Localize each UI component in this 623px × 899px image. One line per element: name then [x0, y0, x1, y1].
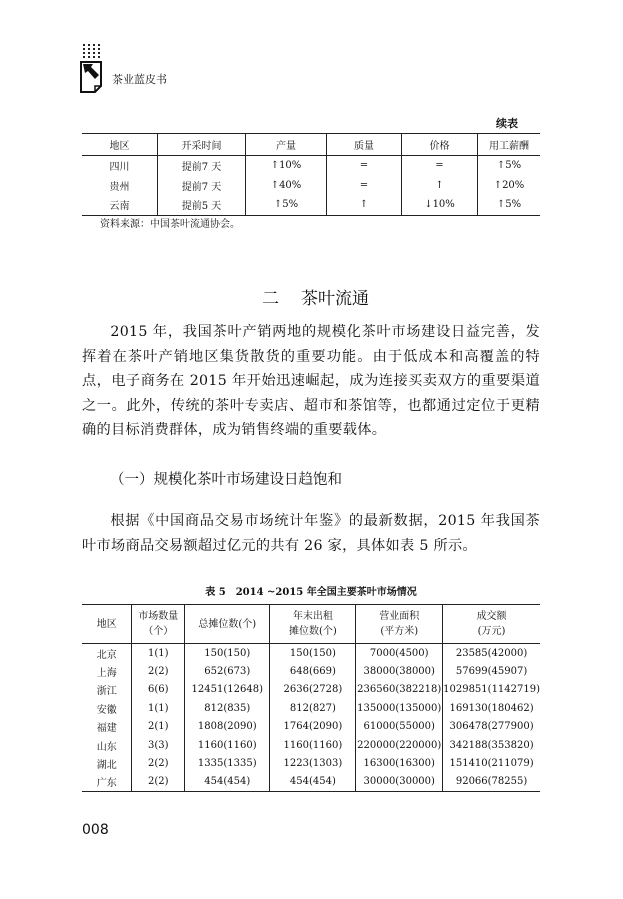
table-cell: 342188(353820)	[443, 736, 540, 754]
table-row	[82, 176, 540, 196]
table-row	[82, 736, 540, 754]
table-cell: 2(2)	[132, 754, 185, 772]
table-cell: 提前7 天	[158, 176, 246, 196]
table-cell: 6(6)	[132, 681, 185, 699]
column-header	[356, 605, 443, 644]
table-cell: 浙江	[96, 686, 117, 698]
section-title: 茶叶流通	[301, 289, 369, 309]
table-cell: 150(150)	[270, 644, 356, 663]
column-header-line: 成交额	[476, 611, 507, 622]
table-cell: ↑5%	[246, 195, 327, 215]
table-row	[82, 699, 540, 717]
table-cell: 云南	[109, 201, 130, 213]
table-cell: 151410(211079)	[443, 754, 540, 772]
table-cell: 61000(55000)	[356, 718, 443, 736]
table-cell: 23585(42000)	[443, 644, 540, 663]
series-title: 茶业蓝皮书	[112, 73, 167, 86]
continued-label: 续表	[496, 117, 518, 130]
column-header: 开采时间	[158, 134, 246, 156]
table-cell: =	[327, 156, 402, 176]
table-cell: 2(2)	[132, 773, 185, 792]
table-row	[82, 681, 540, 699]
table-cell: 湖北	[96, 760, 117, 772]
table-cell: ↓10%	[402, 195, 478, 215]
table-cell: 3(3)	[132, 736, 185, 754]
column-header: 质量	[327, 134, 402, 156]
column-header-line: 地区	[96, 618, 117, 630]
table-cell: 454(454)	[270, 773, 356, 792]
table-cell: 1764(2090)	[270, 718, 356, 736]
column-header-line: 营业面积	[379, 611, 420, 622]
table-cell: 北京	[96, 649, 117, 661]
table-row	[82, 773, 540, 792]
table-cell: 812(827)	[270, 699, 356, 717]
table-row	[82, 644, 540, 663]
table-cell: ↑5%	[478, 156, 541, 176]
source-note: 资料来源：中国茶叶流通协会。	[100, 219, 240, 230]
table-cell: 16300(16300)	[356, 754, 443, 772]
production-table	[82, 133, 540, 216]
column-header: 产量	[246, 134, 327, 156]
table-cell: 上海	[96, 668, 117, 680]
table-cell: 1160(1160)	[270, 736, 356, 754]
table-cell: 1335(1335)	[185, 754, 270, 772]
column-header-unit: 摊位数(个)	[288, 626, 337, 637]
section-heading	[262, 284, 391, 309]
column-header	[132, 605, 185, 644]
table-cell: 1223(1303)	[270, 754, 356, 772]
table-caption: 表 5 2014 ~2015 年全国主要茶叶市场情况	[205, 587, 417, 598]
column-header: 用工薪酬	[478, 134, 541, 156]
table-cell: 169130(180462)	[443, 699, 540, 717]
table-cell: 2(1)	[132, 718, 185, 736]
table-cell: 1(1)	[132, 699, 185, 717]
table-cell: ↑20%	[478, 176, 541, 196]
column-header	[443, 605, 540, 644]
table-cell: 57699(45907)	[443, 662, 540, 680]
table-cell: 812(835)	[185, 699, 270, 717]
table-cell: 135000(135000)	[356, 699, 443, 717]
column-header-line: 总摊位数(个)	[198, 618, 257, 630]
table-cell: 山东	[96, 741, 117, 753]
table-cell: 150(150)	[185, 644, 270, 663]
table-cell: 2(2)	[132, 662, 185, 680]
column-header	[270, 605, 356, 644]
table-cell: 30000(30000)	[356, 773, 443, 792]
table-cell: 7000(4500)	[356, 644, 443, 663]
table-header-row	[82, 605, 540, 644]
table-cell: 306478(277900)	[443, 718, 540, 736]
table-cell: 1(1)	[132, 644, 185, 663]
tea-market-table	[82, 604, 540, 792]
column-header-unit: （个）	[143, 626, 174, 637]
subsection-heading: （一）规模化茶叶市场建设日趋饱和	[110, 472, 342, 488]
table-cell: ↑5%	[478, 195, 541, 215]
section-number: 二	[262, 289, 279, 309]
table-row	[82, 195, 540, 215]
table-cell: 安徽	[96, 704, 117, 716]
table-cell: 648(669)	[270, 662, 356, 680]
table-cell: 1160(1160)	[185, 736, 270, 754]
column-header-unit: (万元)	[477, 626, 506, 637]
column-header: 价格	[402, 134, 478, 156]
table-row	[82, 754, 540, 772]
column-header-line: 年末出租	[292, 611, 333, 622]
body-paragraph: 2015 年，我国茶叶产销两地的规模化茶叶市场建设日益完善，发挥着在茶叶产销地区集货散货的重要功能。由于低成本和高覆盖的特点，电子商务在 2015 年开始迅速崛起，成为连接买卖双方的重要渠道之一。此外，传统的茶叶专卖店、超市和茶馆等，也都通过定位于更精确的目标消费群体，成为销售终端的重要载体。	[82, 324, 540, 438]
table-cell: =	[402, 156, 478, 176]
table-cell: 福建	[96, 723, 117, 735]
table-cell: 提前7 天	[158, 156, 246, 176]
table-row	[82, 718, 540, 736]
table-cell: 38000(38000)	[356, 662, 443, 680]
table-cell: 652(673)	[185, 662, 270, 680]
column-header: 地区	[82, 134, 158, 156]
column-header	[82, 605, 132, 644]
table-cell: 92066(78255)	[443, 773, 540, 792]
table-row	[82, 156, 540, 176]
table-cell: 提前5 天	[158, 195, 246, 215]
table-header-row	[82, 134, 540, 156]
table-cell: ↑	[402, 176, 478, 196]
page-number: 008	[82, 822, 109, 838]
table-cell: 贵州	[109, 181, 130, 193]
table-cell: ↑	[327, 195, 402, 215]
column-header	[185, 605, 270, 644]
table-cell: ↑10%	[246, 156, 327, 176]
table-cell: 四川	[109, 162, 130, 174]
table-cell: ↑40%	[246, 176, 327, 196]
table-cell: 12451(12648)	[185, 681, 270, 699]
table-cell: 236560(382218)	[356, 681, 443, 699]
table-cell: 220000(220000)	[356, 736, 443, 754]
table-cell: 2636(2728)	[270, 681, 356, 699]
table-cell: 广东	[96, 778, 117, 790]
table-row	[82, 662, 540, 680]
body-paragraph: 根据《中国商品交易市场统计年鉴》的最新数据，2015 年我国茶叶市场商品交易额超过亿元的共有 26 家，具体如表 5 所示。	[82, 513, 540, 554]
table-cell: 454(454)	[185, 773, 270, 792]
table-cell: =	[327, 176, 402, 196]
book-logo-icon	[80, 42, 110, 94]
table-cell: 1029851(1142719)	[443, 681, 540, 699]
column-header-unit: (平方米)	[380, 626, 419, 637]
column-header-line: 市场数量	[138, 611, 179, 622]
table-cell: 1808(2090)	[185, 718, 270, 736]
